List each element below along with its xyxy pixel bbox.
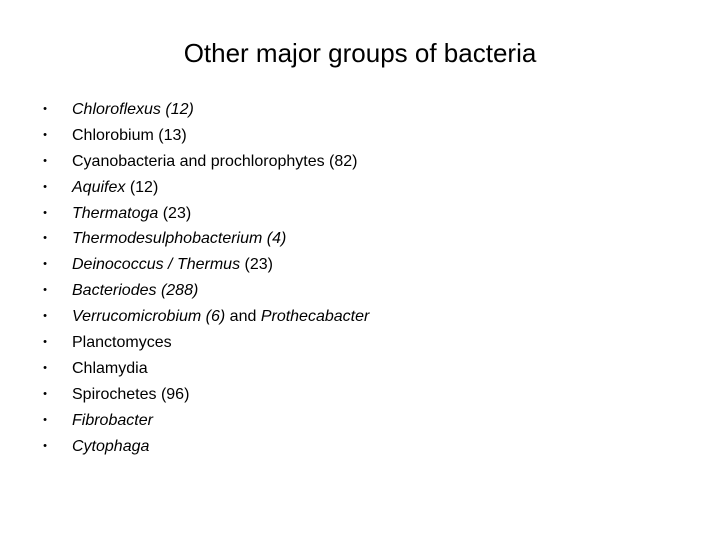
bullet-icon: •	[43, 180, 47, 193]
text-segment: and	[225, 308, 261, 326]
list-item-text	[72, 382, 189, 408]
list-item	[40, 252, 680, 278]
text-segment: Spirochetes (96)	[72, 385, 190, 403]
list-item	[40, 408, 680, 434]
text-segment: Aquifex	[72, 178, 126, 196]
text-segment: Cytophaga	[72, 437, 150, 455]
list-item	[40, 123, 680, 149]
list-item	[40, 304, 680, 330]
list-item-text	[72, 330, 172, 356]
bullet-icon: •	[43, 284, 47, 297]
bullet-icon: •	[43, 232, 47, 245]
text-segment: Cyanobacteria and prochlorophytes (82)	[72, 152, 358, 170]
bullet-icon: •	[43, 413, 47, 426]
text-segment: Chloroflexus (12)	[72, 101, 194, 118]
text-segment: Deinococcus / Thermus	[72, 256, 241, 274]
list-item-text	[72, 408, 153, 434]
list-item-text	[72, 201, 191, 227]
text-segment: Thermatoga	[72, 204, 159, 222]
bullet-icon: •	[43, 154, 47, 167]
list-item	[40, 382, 680, 408]
list-item-text	[72, 434, 149, 460]
list-item	[40, 175, 680, 201]
list-item-text	[72, 356, 148, 382]
list-item	[40, 97, 680, 123]
bullet-icon: •	[43, 128, 47, 141]
text-segment: Planctomyces	[72, 334, 172, 352]
bullet-icon: •	[43, 361, 47, 374]
list-item-text	[72, 175, 158, 201]
text-segment: Chlorobium (13)	[72, 126, 187, 144]
bullet-icon: •	[43, 206, 47, 219]
text-segment: Prothecabacter	[260, 308, 370, 326]
list-item	[40, 330, 680, 356]
bullet-icon: •	[43, 310, 47, 323]
text-segment: (23)	[240, 256, 273, 274]
list-item	[40, 278, 680, 304]
list-item-text	[72, 278, 198, 304]
list-item	[40, 434, 680, 460]
bullet-icon: •	[43, 258, 47, 271]
text-segment: (23)	[158, 204, 192, 222]
list-item-text	[72, 226, 286, 252]
list-item	[40, 356, 680, 382]
list-item	[40, 201, 680, 227]
bullet-icon: •	[43, 103, 47, 115]
text-segment: Fibrobacter	[72, 411, 153, 429]
slide-title: Other major groups of bacteria	[183, 38, 537, 68]
text-segment: (12)	[125, 178, 159, 196]
list-item-text	[72, 97, 194, 123]
bullet-icon: •	[43, 387, 47, 400]
bullet-list	[40, 97, 680, 459]
text-segment: Thermodesulphobacterium (4)	[72, 230, 287, 248]
list-item-text	[72, 304, 369, 330]
list-item	[40, 226, 680, 252]
list-item-text	[72, 123, 187, 149]
text-segment: Verrucomicrobium (6)	[72, 308, 226, 326]
list-item-text	[72, 252, 273, 278]
text-segment: Bacteriodes (288)	[72, 282, 199, 300]
text-segment: Chlamydia	[72, 359, 148, 377]
bullet-icon: •	[43, 336, 47, 349]
list-item	[40, 149, 680, 175]
bullet-icon: •	[43, 439, 47, 452]
list-item-text	[72, 149, 358, 175]
